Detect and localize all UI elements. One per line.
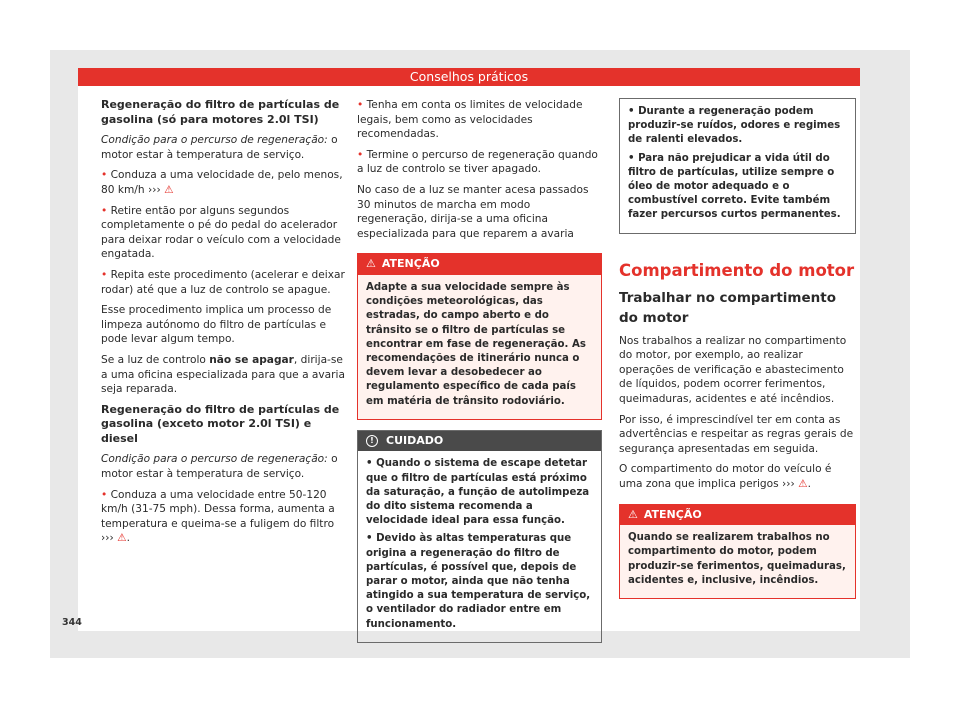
warning-triangle-icon: ⚠ <box>366 257 376 271</box>
list-item-text: Repita este procedimento (acelerar e deixar rodar) até que a luz de controlo se apague. <box>101 268 345 296</box>
bullet-icon: • <box>101 169 111 182</box>
paragraph: Por isso, é imprescindível ter em conta as advertências e respeitar as regras gerais de segurança apresentadas em seguida. <box>619 413 854 455</box>
bold-text: não se apagar <box>209 353 294 366</box>
heading-diesel-regeneration: Regeneração do filtro de partículas de gasolina (exceto motor 2.0l TSI) e diesel <box>101 402 340 445</box>
list-item <box>101 204 346 262</box>
warning-text: Adapte a sua velocidade sempre às condições meteorológicas, das estradas, do campo aberto e do trânsito se o filtro de partículas se encontrar em fase de regeneração. As recomendações de itinerário nunca o devem levar a desobedecer ao regulamento específico de cada país em matéria de trânsito rodoviário. <box>366 281 586 407</box>
list-item-text: Devido às altas temperaturas que origina a regeneração do filtro de partículas, é possível que, depois de parar o motor, ainda que não tenha atingido a sua temperatura de serviço, o ventilador do radiador entre em funcionamento. <box>366 533 591 630</box>
column-1 <box>101 98 346 552</box>
warning-box-body <box>620 525 855 598</box>
bullet-icon: • <box>101 488 111 501</box>
warning-text: Quando se realizarem trabalhos no compartimento do motor, podem produzir-se ferimentos, queimaduras, acidentes e, inclusive, incêndios. <box>628 532 846 586</box>
bullet-icon: • <box>101 204 111 217</box>
text: O compartimento do motor do veículo é uma zona que implica perigos <box>619 463 832 490</box>
list-item: • Devido às altas temperaturas que origina a regeneração do filtro de partículas, é possível que, depois de parar o motor, ainda que não tenha atingido a sua temperatura de serviço, o ventilador do radiador entre em funcionamento. <box>366 533 591 630</box>
list-item-text: Para não prejudicar a vida útil do filtro de partículas, utilize sempre o óleo de motor adequado e o combustível correto. Evite também fazer percursos curtos permanentes. <box>628 152 841 221</box>
list-item <box>357 148 602 177</box>
page-number: 344 <box>62 617 82 628</box>
list-item-text: Tenha em conta os limites de velocidade legais, bem como as velocidades recomendadas. <box>357 99 583 141</box>
paragraph <box>101 353 346 397</box>
arrow-ref[interactable]: ››› <box>147 183 161 196</box>
bullet-icon: • <box>101 268 111 281</box>
bullet-icon: • <box>357 99 367 111</box>
list-item <box>101 168 346 197</box>
condition-paragraph-1 <box>101 133 346 162</box>
condition-paragraph-2 <box>101 452 346 481</box>
condition-label: Condição para o percurso de regeneração: <box>101 134 328 147</box>
warning-triangle-icon: ⚠ <box>117 532 127 545</box>
arrow-ref[interactable]: ››› <box>101 532 114 545</box>
warning-triangle-icon: ⚠ <box>798 477 808 490</box>
caution-box-continued <box>619 98 856 234</box>
condition-text: o motor estar à temperatura de serviço. <box>101 134 338 161</box>
list-item: • Durante a regeneração podem produzir-se ruídos, odores e regimes de ralenti elevados. <box>628 106 841 146</box>
column-2 <box>357 98 602 653</box>
list-item-text: Termine o percurso de regeneração quando a luz de controlo se tiver apagado. <box>357 148 598 176</box>
list-item: • Conduza a uma velocidade entre 50-120 km/h (31-75 mph). Dessa forma, aumenta a temperatura e queima-se a fuligem do filtro ››› ⚠. <box>101 488 335 545</box>
warning-box-header <box>358 254 601 275</box>
warning-box-body <box>358 275 601 419</box>
info-circle-icon: ! <box>366 435 378 447</box>
section-title: Compartimento do motor <box>619 260 855 280</box>
list-item-text: Conduza a uma velocidade entre 50-120 km/h (31-75 mph). Dessa forma, aumenta a temperatura e queima-se a fuligem do filtro <box>101 488 335 530</box>
list-item <box>101 268 346 297</box>
warning-box <box>619 504 856 599</box>
warning-triangle-icon: ⚠ <box>628 507 638 521</box>
caution-label: CUIDADO <box>386 433 444 447</box>
paragraph: Esse procedimento implica um processo de limpeza autónomo do filtro de partículas e pode levar algum tempo. <box>101 304 332 346</box>
column-3 <box>619 98 856 609</box>
list-item-text: Quando o sistema de escape detetar que o filtro de partículas está próximo da saturação, a função de autolimpeza do dito sistema recomenda a velocidade ideal para essa função. <box>366 458 590 527</box>
list-item: • Quando o sistema de escape detetar que o filtro de partículas está próximo da saturação, a função de autolimpeza do dito sistema recomenda a velocidade ideal para essa função. <box>366 458 590 527</box>
warning-label: ATENÇÃO <box>643 507 702 521</box>
caution-box-header <box>358 431 601 452</box>
caution-box <box>357 430 602 643</box>
text: Se a luz de controlo <box>101 353 210 366</box>
page-header: Conselhos práticos <box>78 68 860 86</box>
list-item-text: Durante a regeneração podem produzir-se ruídos, odores e regimes de ralenti elevados. <box>628 106 841 146</box>
text: , dirija-se a uma oficina especializada para que a avaria seja reparada. <box>101 353 345 396</box>
manual-page <box>78 68 860 631</box>
subsection-title: Trabalhar no compartimento do motor <box>619 289 836 326</box>
heading-gasoline-regeneration: Regeneração do filtro de partículas de gasolina (só para motores 2.0l TSI) <box>101 98 340 126</box>
paragraph: Nos trabalhos a realizar no compartimento do motor, por exemplo, ao realizar operações de verificação e abastecimento de líquidos, podem ocorrer ferimentos, queimaduras, acidentes e até incêndios. <box>619 334 847 405</box>
list-item-text: Retire então por alguns segundos completamente o pé do pedal do acelerador para deixar rodar o veículo com a velocidade engatada. <box>101 204 341 261</box>
list-item-text: Conduza a uma velocidade de, pelo menos, 80 km/h <box>101 169 343 196</box>
condition-text: o motor estar à temperatura de serviço. <box>101 453 338 481</box>
condition-label: Condição para o percurso de regeneração: <box>101 453 328 466</box>
list-item <box>357 98 602 142</box>
caution-box-body <box>358 451 601 641</box>
bullet-icon: • <box>357 148 367 161</box>
warning-triangle-icon: ⚠ <box>164 183 174 196</box>
arrow-ref[interactable]: ››› <box>782 477 795 490</box>
paragraph: No caso de a luz se manter acesa passados 30 minutos de marcha em modo regeneração, dirija-se a uma oficina especializada para que reparem a avaria <box>357 183 589 240</box>
paragraph: O compartimento do motor do veículo é uma zona que implica perigos ››› ⚠. <box>619 463 832 490</box>
warning-box <box>357 253 602 419</box>
list-item: • Para não prejudicar a vida útil do filtro de partículas, utilize sempre o óleo de motor adequado e o combustível correto. Evite também fazer percursos curtos permanentes. <box>628 152 841 221</box>
caution-box-body <box>620 99 855 233</box>
warning-box-header <box>620 505 855 526</box>
warning-label: ATENÇÃO <box>381 257 440 271</box>
